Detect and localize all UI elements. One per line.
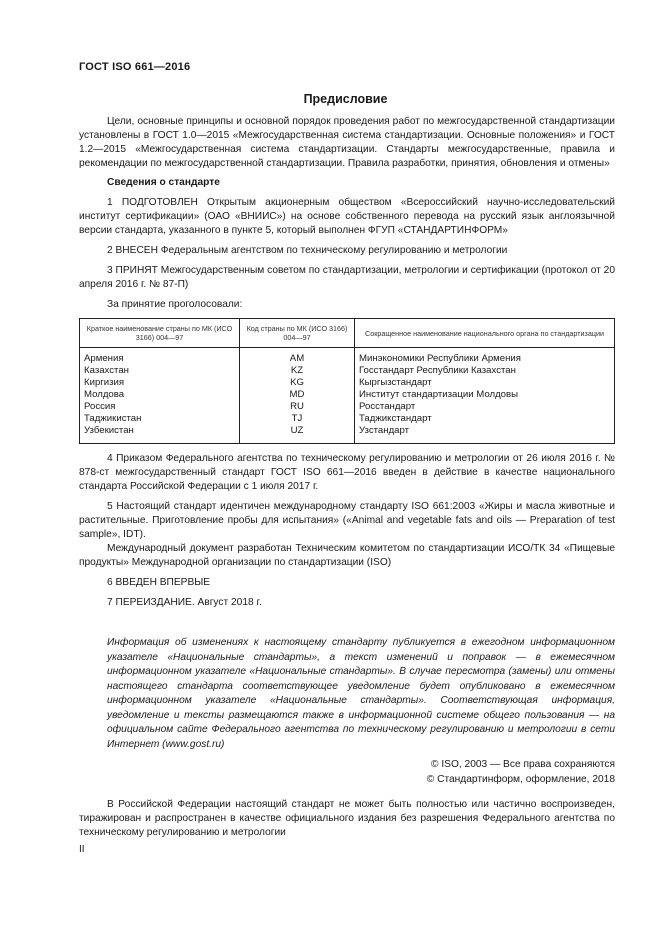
copyright-block [427, 757, 615, 787]
country-code: MD [240, 389, 355, 401]
table-row [80, 348, 615, 366]
country-name: Молдова [80, 389, 240, 401]
item-2-submitted: 2 ВНЕСЕН Федеральным агентством по техническому регулированию и метрологии [107, 245, 508, 256]
standards-body: Росстандарт [355, 401, 615, 413]
intro-paragraph: Цели, основные принципы и основной порядок проведения работ по межгосударственной стандартизации установлены в ГОСТ 1.0—2015 «Межгосударственная система стандартизации. Основные положения» и ГОСТ 1.2—2015 «Межгосударственная система стандартизации. Стандарты межгосударственные, правила и рекомендации по межгосударственной стандартизации. Правила разработки, принятия, обновления и отмены» [79, 116, 615, 169]
country-code: KZ [240, 365, 355, 377]
country-code: KG [240, 377, 355, 389]
country-name: Киргизия [80, 377, 240, 389]
country-name: Узбекистан [80, 425, 240, 444]
column-header-body: Сокращенное наименование национального органа по стандартизации [355, 319, 615, 348]
changes-info-notice [107, 636, 615, 752]
table-row [80, 401, 615, 413]
table-row [80, 377, 615, 389]
item-5-developer: Международный документ разработан Техническим комитетом по стандартизации ИСО/ТК 34 «Пищевые продукты» Международной организации по стандартизации (ISO) [79, 543, 615, 568]
foreword-body [79, 115, 615, 610]
country-code: UZ [240, 425, 355, 444]
item-4-order: 4 Приказом Федерального агентства по техническому регулированию и метрологии от 26 июля 2016 г. № 878-ст межгосударственный стандарт ГОСТ ISO 661—2016 введен в действие в качестве национального стандарта Российской Федерации с 1 июля 2017 г. [79, 453, 615, 492]
standards-body: Кыргызстандарт [355, 377, 615, 389]
page-number: II [79, 844, 85, 855]
standard-info-heading: Сведения о стандарте [107, 177, 220, 188]
item-7-reissue: 7 ПЕРЕИЗДАНИЕ. Август 2018 г. [107, 597, 262, 608]
iso-copyright: © ISO, 2003 — Все права сохраняются [431, 759, 615, 770]
item-1-prepared: 1 ПОДГОТОВЛЕН Открытым акционерным обществом «Всероссийский научно-исследовательский институт сертификации» (ОАО «ВНИИС») на основе собственного перевода на русский язык англоязычной версии стандарта, указанного в пункте 5, который выполнен ФГУП «СТАНДАРТИНФОРМ» [79, 197, 615, 236]
table-row [80, 389, 615, 401]
reproduction-notice [79, 798, 615, 840]
page-title: Предисловие [303, 92, 388, 106]
country-code: TJ [240, 413, 355, 425]
standards-body: Таджикстандарт [355, 413, 615, 425]
item-6-introduced: 6 ВВЕДЕН ВПЕРВЫЕ [107, 577, 211, 588]
standards-body: Институт стандартизации Молдовы [355, 389, 615, 401]
table-row [80, 365, 615, 377]
standard-designation: ГОСТ ISO 661—2016 [79, 61, 191, 73]
item-3-adopted: 3 ПРИНЯТ Межгосударственным советом по стандартизации, метрологии и сертификации (протокол от 20 апреля 2016 г. № 87-П) [79, 265, 615, 290]
table-row [80, 425, 615, 444]
country-name: Казахстан [80, 365, 240, 377]
column-header-code: Код страны по МК (ИСО 3166) 004—97 [240, 319, 355, 348]
country-name: Армения [80, 348, 240, 366]
table-row [80, 413, 615, 425]
country-code: RU [240, 401, 355, 413]
voted-label: За принятие проголосовали: [107, 299, 243, 310]
country-name: Таджикистан [80, 413, 240, 425]
table-header-row [80, 319, 615, 348]
country-name: Россия [80, 401, 240, 413]
voting-countries-table [79, 318, 615, 444]
reproduction-text: В Российской Федерации настоящий стандарт не может быть полностью или частично воспроизведен, тиражирован и распространен в качестве официального издания без разрешения Федерального агентства по техническому регулированию и метрологии [79, 799, 615, 838]
country-code: AM [240, 348, 355, 366]
column-header-country: Краткое наименование страны по МК (ИСО 3166) 004—97 [80, 319, 240, 348]
changes-info-text: Информация об изменениях к настоящему стандарту публикуется в ежегодном информационном указателе «Национальные стандарты», а текст изменений и поправок — в ежемесячном информационном указателе «Национальные стандарты». В случае пересмотра (замены) или отмены настоящего стандарта соответствующее уведомление будет опубликовано в ежемесячном информационном указателе «Национальные стандарты». Соответствующая информация, уведомление и тексты размещаются также в информационной системе общего пользования — на официальном сайте Федерального агентства по техническому регулированию и метрологии в сети Интернет (www.gost.ru) [107, 637, 615, 750]
item-5-identical: 5 Настоящий стандарт идентичен международному стандарту ISO 661:2003 «Жиры и масла животные и растительные. Приготовление пробы для испытания» («Animal and vegetable fats and oils — Preparation of test sample», IDT). [79, 501, 615, 540]
standards-body: Узстандарт [355, 425, 615, 444]
standards-body: Госстандарт Республики Казахстан [355, 365, 615, 377]
standards-body: Минэкономики Республики Армения [355, 348, 615, 366]
standartinform-copyright: © Стандартинформ, оформление, 2018 [426, 774, 615, 785]
